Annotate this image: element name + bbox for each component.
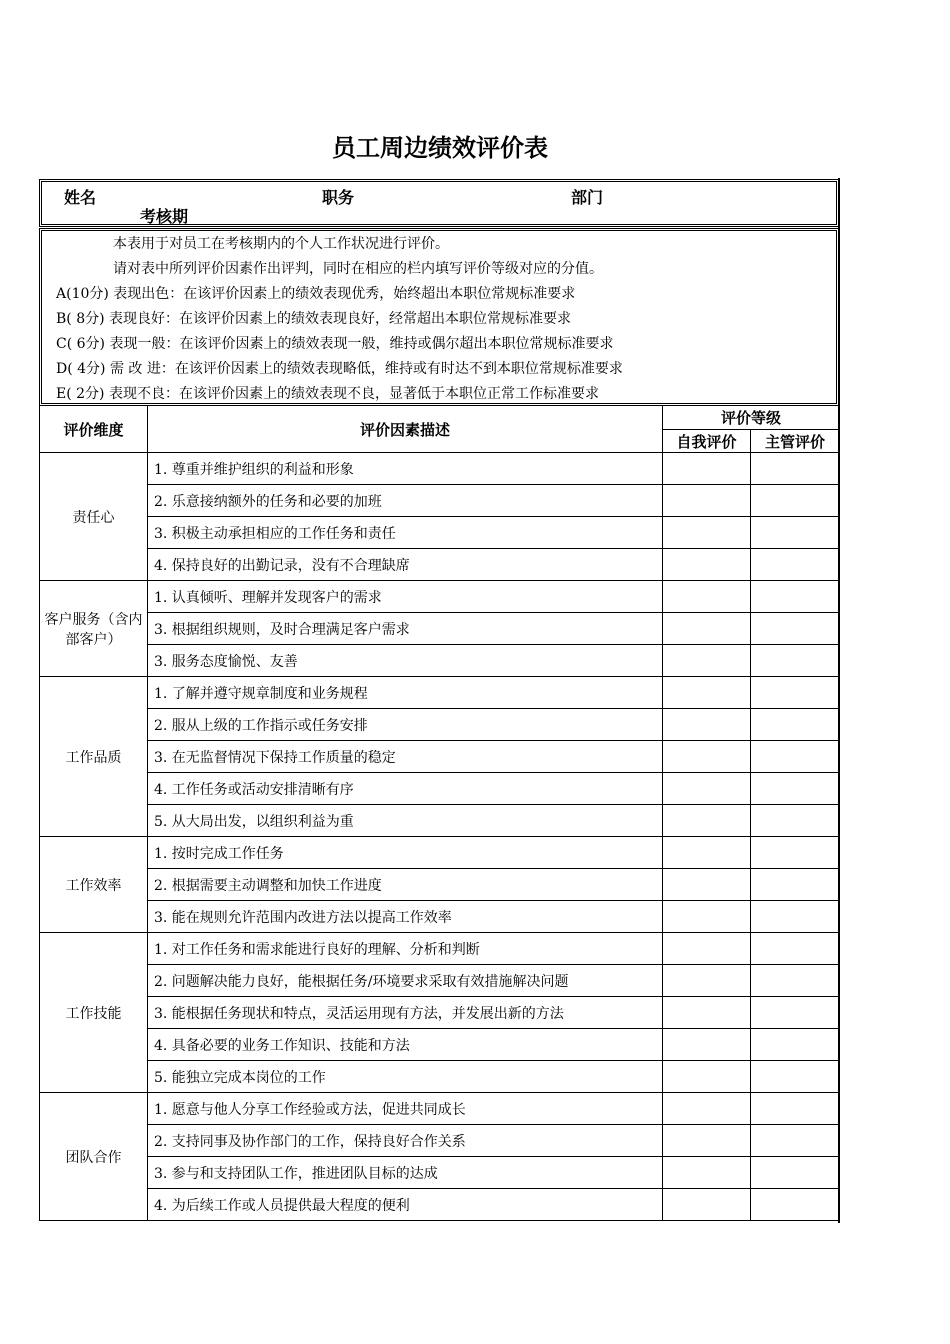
factor-description: 1. 对工作任务和需求能进行良好的理解、分析和判断 (148, 933, 663, 965)
manager-score-cell[interactable] (751, 901, 840, 933)
factor-description: 3. 积极主动承担相应的工作任务和责任 (148, 517, 663, 549)
self-score-cell[interactable] (663, 965, 751, 997)
col-description-header: 评价因素描述 (148, 406, 663, 453)
manager-score-cell[interactable] (751, 517, 840, 549)
self-score-cell[interactable] (663, 709, 751, 741)
dimension-cell: 工作品质 (40, 677, 148, 837)
table-row (40, 453, 840, 485)
table-row (40, 485, 840, 517)
self-score-cell[interactable] (663, 453, 751, 485)
manager-score-cell[interactable] (751, 997, 840, 1029)
factor-description: 4. 保持良好的出勤记录，没有不合理缺席 (148, 549, 663, 581)
manager-score-cell[interactable] (751, 645, 840, 677)
page-title: 员工周边绩效评价表 (332, 134, 548, 162)
table-row (40, 645, 840, 677)
table-row (40, 933, 840, 965)
table-row (40, 677, 840, 709)
factor-description: 5. 能独立完成本岗位的工作 (148, 1061, 663, 1093)
self-score-cell[interactable] (663, 997, 751, 1029)
manager-score-cell[interactable] (751, 549, 840, 581)
dimension-cell: 工作技能 (40, 933, 148, 1093)
manager-score-cell[interactable] (751, 1157, 840, 1189)
table-row (40, 901, 840, 933)
self-score-cell[interactable] (663, 645, 751, 677)
factor-description: 3. 根据组织规则，及时合理满足客户需求 (148, 613, 663, 645)
factor-description: 1. 尊重并维护组织的利益和形象 (148, 453, 663, 485)
intro-line-2: 请对表中所列评价因素作出评判，同时在相应的栏内填写评价等级对应的分值。 (113, 261, 603, 277)
self-score-cell[interactable] (663, 837, 751, 869)
manager-score-cell[interactable] (751, 677, 840, 709)
factor-description: 1. 了解并遵守规章制度和业务规程 (148, 677, 663, 709)
manager-score-cell[interactable] (751, 1029, 840, 1061)
table-row (40, 1029, 840, 1061)
manager-score-cell[interactable] (751, 485, 840, 517)
factor-description: 5. 从大局出发，以组织利益为重 (148, 805, 663, 837)
grade-a: A(10分) 表现出色：在该评价因素上的绩效表现优秀，始终超出本职位常规标准要求 (56, 286, 576, 302)
manager-score-cell[interactable] (751, 709, 840, 741)
self-score-cell[interactable] (663, 1029, 751, 1061)
col-grade-header: 评价等级 (663, 406, 840, 430)
grade-c: C( 6分) 表现一般：在该评价因素上的绩效表现一般，维持或偶尔超出本职位常规标准要求 (56, 336, 614, 352)
manager-score-cell[interactable] (751, 613, 840, 645)
manager-score-cell[interactable] (751, 805, 840, 837)
table-row (40, 997, 840, 1029)
manager-score-cell[interactable] (751, 581, 840, 613)
manager-score-cell[interactable] (751, 1189, 840, 1221)
col-dimension-header: 评价维度 (40, 406, 148, 453)
dimension-cell: 团队合作 (40, 1093, 148, 1221)
manager-score-cell[interactable] (751, 1061, 840, 1093)
table-row (40, 709, 840, 741)
factor-description: 3. 在无监督情况下保持工作质量的稳定 (148, 741, 663, 773)
table-row (40, 741, 840, 773)
factor-description: 1. 愿意与他人分享工作经验或方法，促进共同成长 (148, 1093, 663, 1125)
table-row (40, 613, 840, 645)
factor-description: 3. 参与和支持团队工作，推进团队目标的达成 (148, 1157, 663, 1189)
manager-score-cell[interactable] (751, 965, 840, 997)
table-row (40, 1093, 840, 1125)
employee-info-header (39, 179, 839, 227)
table-row (40, 1061, 840, 1093)
table-row (40, 869, 840, 901)
factor-description: 1. 按时完成工作任务 (148, 837, 663, 869)
self-score-cell[interactable] (663, 901, 751, 933)
table-row (40, 517, 840, 549)
factor-description: 4. 工作任务或活动安排清晰有序 (148, 773, 663, 805)
instructions-box (39, 228, 839, 406)
self-score-cell[interactable] (663, 805, 751, 837)
factor-description: 2. 服从上级的工作指示或任务安排 (148, 709, 663, 741)
table-right-border (838, 178, 840, 1223)
table-row (40, 1125, 840, 1157)
factor-description: 3. 能根据任务现状和特点，灵活运用现有方法，并发展出新的方法 (148, 997, 663, 1029)
self-score-cell[interactable] (663, 581, 751, 613)
evaluation-table (39, 405, 840, 1221)
name-label: 姓名 (64, 188, 97, 207)
factor-description: 1. 认真倾听、理解并发现客户的需求 (148, 581, 663, 613)
table-row (40, 805, 840, 837)
factor-description: 3. 能在规则允许范围内改进方法以提高工作效率 (148, 901, 663, 933)
factor-description: 4. 为后续工作或人员提供最大程度的便利 (148, 1189, 663, 1221)
period-label: 考核期 (140, 207, 189, 226)
manager-score-cell[interactable] (751, 869, 840, 901)
manager-score-cell[interactable] (751, 1093, 840, 1125)
grade-d: D( 4分) 需 改 进：在该评价因素上的绩效表现略低，维持或有时达不到本职位常规标准要求 (56, 361, 623, 377)
self-score-cell[interactable] (663, 485, 751, 517)
dimension-cell: 工作效率 (40, 837, 148, 933)
manager-score-cell[interactable] (751, 741, 840, 773)
self-score-cell[interactable] (663, 1189, 751, 1221)
self-score-cell[interactable] (663, 677, 751, 709)
evaluation-table-body (40, 453, 840, 1221)
factor-description: 2. 问题解决能力良好，能根据任务/环境要求采取有效措施解决问题 (148, 965, 663, 997)
col-self-header: 自我评价 (663, 430, 751, 453)
dimension-cell: 责任心 (40, 453, 148, 581)
table-row (40, 773, 840, 805)
self-score-cell[interactable] (663, 1061, 751, 1093)
intro-line-1: 本表用于对员工在考核期内的个人工作状况进行评价。 (113, 236, 449, 252)
factor-description: 3. 服务态度愉悦、友善 (148, 645, 663, 677)
manager-score-cell[interactable] (751, 1125, 840, 1157)
self-score-cell[interactable] (663, 869, 751, 901)
self-score-cell[interactable] (663, 741, 751, 773)
table-row (40, 1189, 840, 1221)
self-score-cell[interactable] (663, 549, 751, 581)
factor-description: 2. 乐意接纳额外的任务和必要的加班 (148, 485, 663, 517)
factor-description: 4. 具备必要的业务工作知识、技能和方法 (148, 1029, 663, 1061)
position-label: 职务 (322, 188, 355, 207)
self-score-cell[interactable] (663, 613, 751, 645)
col-manager-header: 主管评价 (751, 430, 840, 453)
self-score-cell[interactable] (663, 933, 751, 965)
self-score-cell[interactable] (663, 1157, 751, 1189)
table-row (40, 549, 840, 581)
dimension-cell: 客户服务（含内部客户） (40, 581, 148, 677)
manager-score-cell[interactable] (751, 773, 840, 805)
table-row (40, 965, 840, 997)
table-row (40, 1157, 840, 1189)
factor-description: 2. 根据需要主动调整和加快工作进度 (148, 869, 663, 901)
manager-score-cell[interactable] (751, 837, 840, 869)
factor-description: 2. 支持同事及协作部门的工作，保持良好合作关系 (148, 1125, 663, 1157)
manager-score-cell[interactable] (751, 933, 840, 965)
grade-e: E( 2分) 表现不良：在该评价因素上的绩效表现不良，显著低于本职位正常工作标准要求 (56, 386, 599, 402)
self-score-cell[interactable] (663, 1093, 751, 1125)
self-score-cell[interactable] (663, 1125, 751, 1157)
self-score-cell[interactable] (663, 773, 751, 805)
table-row (40, 581, 840, 613)
table-row (40, 837, 840, 869)
department-label: 部门 (571, 188, 604, 207)
manager-score-cell[interactable] (751, 453, 840, 485)
grade-b: B( 8分) 表现良好：在该评价因素上的绩效表现良好，经常超出本职位常规标准要求 (56, 311, 572, 327)
self-score-cell[interactable] (663, 517, 751, 549)
